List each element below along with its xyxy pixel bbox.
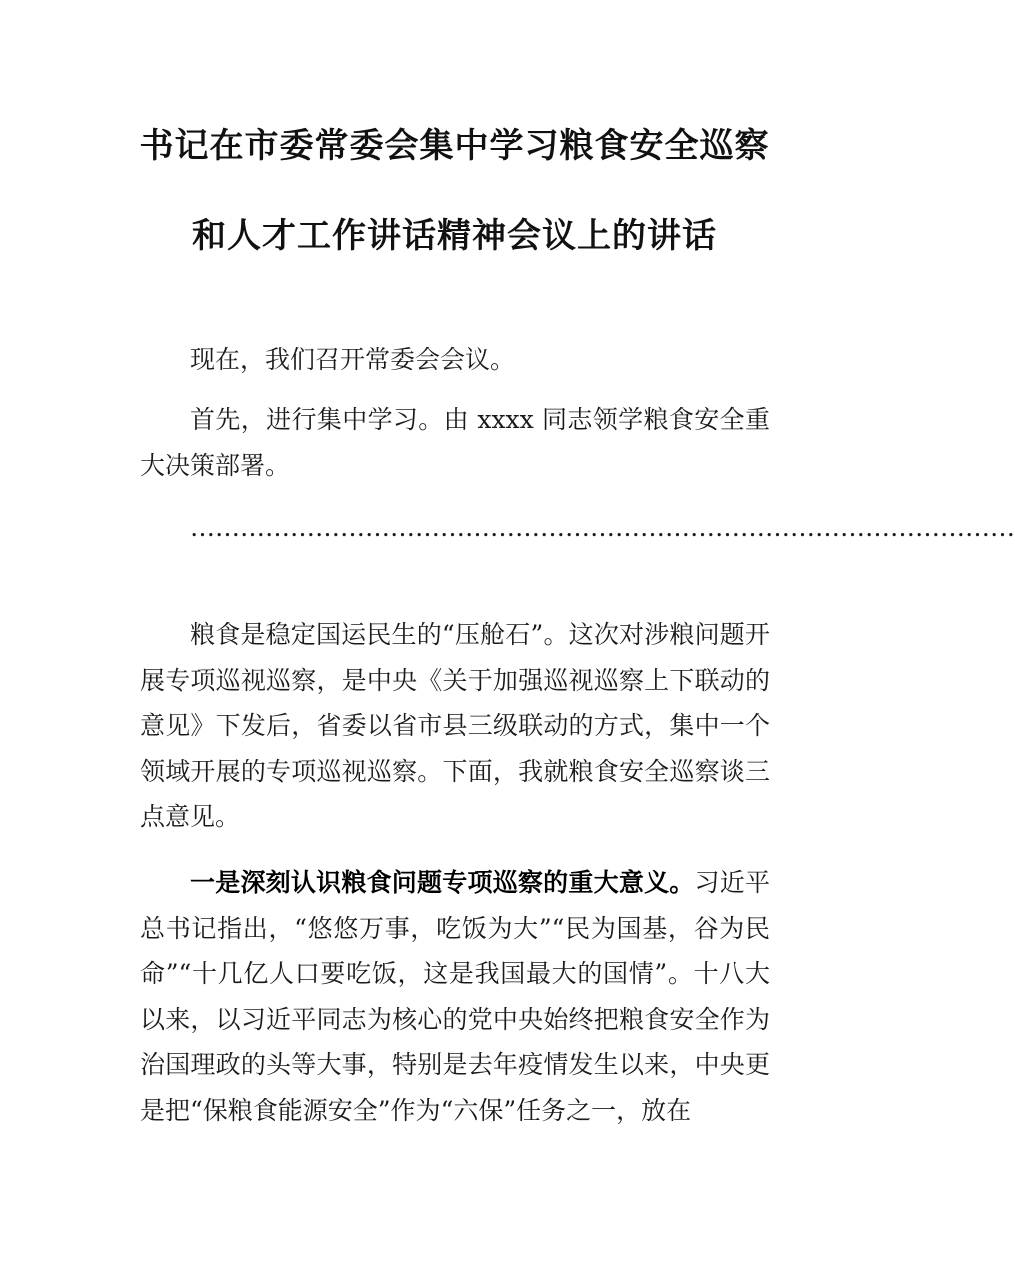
paragraph-text: 现在，我们召开常委会会议。 <box>190 345 516 374</box>
paragraph-text <box>140 860 770 1133</box>
paragraph-text: 首先，进行集中学习。由 xxxx 同志领学粮食安全重大决策部署。 <box>140 405 770 480</box>
paragraph-opening <box>140 337 770 383</box>
ellipsis-line: ……………………………………………………………………………………… <box>190 513 1015 542</box>
paragraph-grain <box>140 612 770 840</box>
point-one-heading: 一是深刻认识粮食问题专项巡察的重大意义。 <box>190 868 695 897</box>
document-title-line-1: 书记在市委常委会集中学习粮食安全巡察 <box>139 126 770 166</box>
point-one-text: 习近平总书记指出，“悠悠万事，吃饭为大”“民为国基，谷为民命”“十几亿人口要吃饭，这是我国最大的国情”。十八大以来，以习近平同志为核心的党中央始终把粮食安全作为治国理政的头等大事，特别是去年疫情发生以来，中央更是把“保粮食能源安全”作为“六保”任务之一，放在 <box>140 868 770 1125</box>
document-title-line-2: 和人才工作讲话精神会议上的讲话 <box>192 216 717 256</box>
paragraph-point-one <box>140 860 770 1133</box>
paragraph-ellipsis <box>140 505 1015 551</box>
paragraph-study <box>140 397 770 488</box>
paragraph-text: 粮食是稳定国运民生的“压舱石”。这次对涉粮问题开展专项巡视巡察，是中央《关于加强巡视巡察上下联动的意见》下发后，省委以省市县三级联动的方式，集中一个领域开展的专项巡视巡察。下面，我就粮食安全巡察谈三点意见。 <box>140 620 770 831</box>
